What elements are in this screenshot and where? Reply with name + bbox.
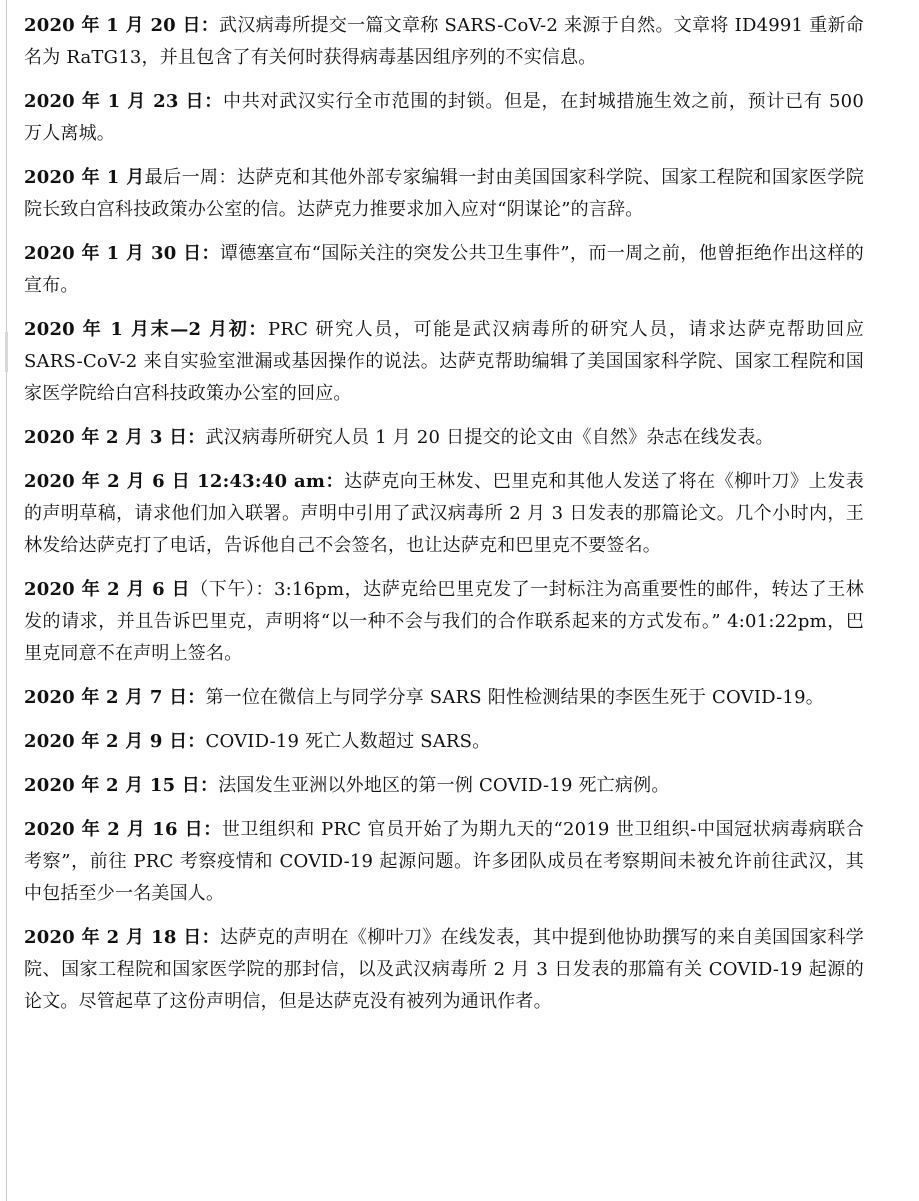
timeline-entry-6 xyxy=(24,422,864,454)
timeline-entry-1 xyxy=(24,10,864,74)
entry-text: （下午）：3:16pm，达萨克给巴里克发了一封标注为高重要性的邮件，转达了王林发的请求，并且告诉巴里克，声明将“以一种不会与我们的合作联系起来的方式发布。” 4:01:22pm，巴里克同意不在声明上签名。 xyxy=(24,579,865,664)
entry-text: COVID-19 死亡人数超过 SARS。 xyxy=(205,731,491,752)
entry-date: 2020 年 2 月 9 日： xyxy=(24,731,206,752)
timeline-entry-2 xyxy=(24,86,864,150)
scroll-marker xyxy=(5,332,8,372)
entry-text: 中共对武汉实行全市范围的封锁。但是，在封城措施生效之前，预计已有 500 万人离城。 xyxy=(24,91,864,144)
entry-text: 法国发生亚洲以外地区的第一例 COVID-19 死亡病例。 xyxy=(218,775,670,796)
entry-date: 2020 年 1 月 23 日： xyxy=(24,91,224,112)
timeline-entry-4 xyxy=(24,238,864,302)
entry-text: 第一位在微信上与同学分享 SARS 阳性检测结果的李医生死于 COVID-19。 xyxy=(205,687,824,708)
entry-text: 达萨克的声明在《柳叶刀》在线发表，其中提到他协助撰写的来自美国国家科学院、国家工程院和国家医学院的那封信，以及武汉病毒所 2 月 3 日发表的那篇有关 COVID-19 起源的论文。尽管起草了这份声明信，但是达萨克没有被列为通讯作者。 xyxy=(24,927,864,1012)
timeline-document xyxy=(24,10,864,1030)
timeline-entry-9 xyxy=(24,682,864,714)
entry-date: 2020 年 2 月 3 日： xyxy=(24,427,206,448)
entry-date: 2020 年 1 月末—2 月初： xyxy=(24,319,269,340)
entry-date: 2020 年 1 月 xyxy=(24,167,145,188)
timeline-entry-5 xyxy=(24,314,864,410)
entry-text: 武汉病毒所研究人员 1 月 20 日提交的论文由《自然》杂志在线发表。 xyxy=(205,427,774,448)
left-margin-rule xyxy=(6,0,7,1201)
entry-date: 2020 年 2 月 6 日 12:43:40 am： xyxy=(24,471,345,492)
entry-text: 武汉病毒所提交一篇文章称 SARS-CoV-2 来源于自然。文章将 ID4991 重新命名为 RaTG13，并且包含了有关何时获得病毒基因组序列的不实信息。 xyxy=(24,15,864,68)
entry-text: 最后一周：达萨克和其他外部专家编辑一封由美国国家科学院、国家工程院和国家医学院院长致白宫科技政策办公室的信。达萨克力推要求加入应对“阴谋论”的言辞。 xyxy=(24,167,865,220)
timeline-entry-12 xyxy=(24,814,864,910)
entry-date: 2020 年 2 月 6 日 xyxy=(24,579,191,600)
timeline-entry-11 xyxy=(24,770,864,802)
entry-date: 2020 年 2 月 15 日： xyxy=(24,775,219,796)
timeline-entry-10 xyxy=(24,726,864,758)
timeline-entry-3 xyxy=(24,162,864,226)
timeline-entry-8 xyxy=(24,574,864,670)
entry-date: 2020 年 1 月 30 日： xyxy=(24,243,220,264)
entry-date: 2020 年 2 月 16 日： xyxy=(24,819,222,840)
entry-text: 谭德塞宣布“国际关注的突发公共卫生事件”，而一周之前，他曾拒绝作出这样的宣布。 xyxy=(24,243,864,296)
entry-text: 世卫组织和 PRC 官员开始了为期九天的“2019 世卫组织-中国冠状病毒病联合考察”，前往 PRC 考察疫情和 COVID-19 起源问题。许多团队成员在考察期间未被允许前往武汉，其中包括至少一名美国人。 xyxy=(24,819,864,904)
entry-text: 达萨克向王林发、巴里克和其他人发送了将在《柳叶刀》上发表的声明草稿，请求他们加入联署。声明中引用了武汉病毒所 2 月 3 日发表的那篇论文。几个小时内，王林发给达萨克打了电话，告诉他自己不会签名，也让达萨克和巴里克不要签名。 xyxy=(24,471,864,556)
timeline-entry-7 xyxy=(24,466,864,562)
entry-date: 2020 年 2 月 18 日： xyxy=(24,927,221,948)
entry-text: PRC 研究人员，可能是武汉病毒所的研究人员，请求达萨克帮助回应 SARS-CoV-2 来自实验室泄漏或基因操作的说法。达萨克帮助编辑了美国国家科学院、国家工程院和国家医学院给白宫科技政策办公室的回应。 xyxy=(24,319,864,404)
entry-date: 2020 年 2 月 7 日： xyxy=(24,687,206,708)
entry-date: 2020 年 1 月 20 日： xyxy=(24,15,220,36)
timeline-entry-13 xyxy=(24,922,864,1018)
